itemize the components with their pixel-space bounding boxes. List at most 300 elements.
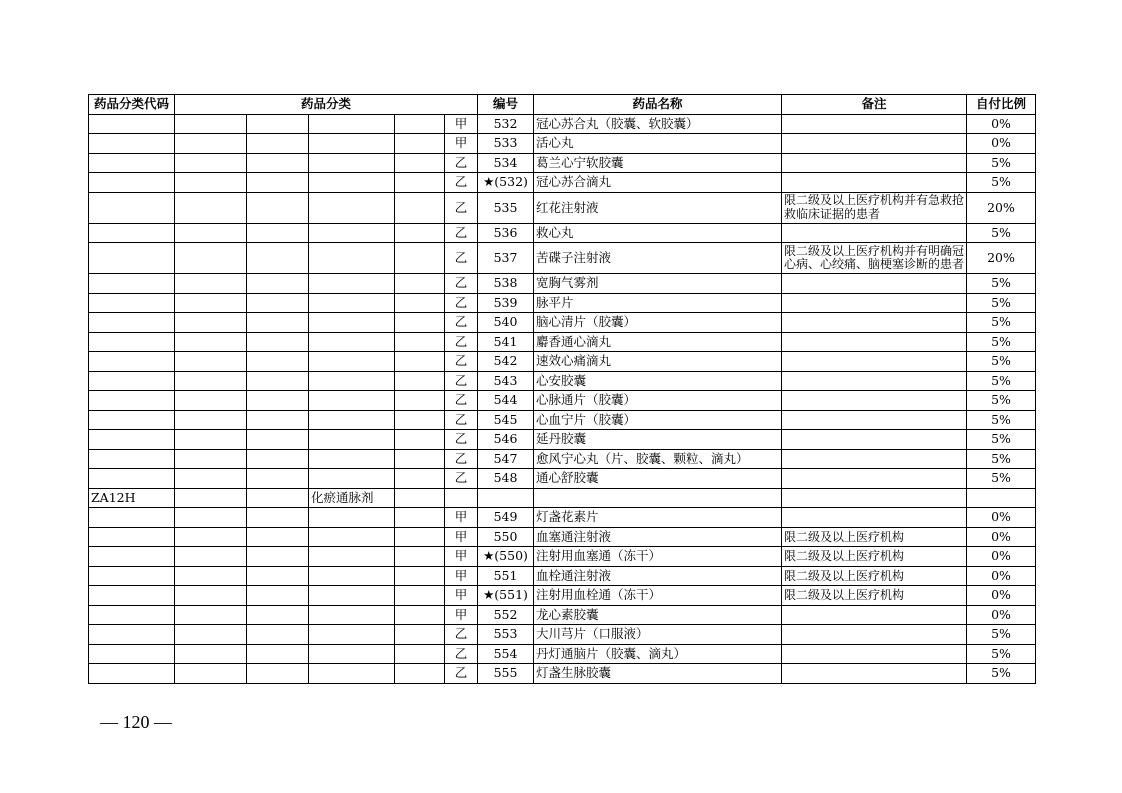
cell-note (782, 134, 967, 154)
cell-category-level3: 化瘀通脉剂 (309, 488, 395, 508)
cell-category-level2 (247, 586, 309, 606)
cell-code (89, 625, 175, 645)
cell-category-level1 (175, 332, 247, 352)
cell-grade: 乙 (445, 192, 478, 223)
cell-drug-name (534, 488, 782, 508)
table-row (89, 547, 1036, 567)
cell-code (89, 644, 175, 664)
cell-category-level1 (175, 664, 247, 684)
cell-code (89, 173, 175, 193)
cell-category-level1 (175, 469, 247, 489)
page-number: — 120 — (100, 712, 172, 732)
cell-code (89, 391, 175, 411)
table-row (89, 223, 1036, 243)
cell-note: 限二级及以上医疗机构 (782, 547, 967, 567)
cell-category-level4 (395, 605, 445, 625)
cell-number: 536 (478, 223, 534, 243)
cell-category-level4 (395, 313, 445, 333)
cell-ratio: 5% (967, 410, 1036, 430)
table-row (89, 664, 1036, 684)
cell-category-level2 (247, 488, 309, 508)
drug-table (88, 94, 1036, 684)
cell-note (782, 391, 967, 411)
cell-ratio: 0% (967, 527, 1036, 547)
cell-category-level3 (309, 469, 395, 489)
cell-grade: 乙 (445, 371, 478, 391)
cell-category-level4 (395, 352, 445, 372)
cell-number: 543 (478, 371, 534, 391)
cell-category-level1 (175, 430, 247, 450)
cell-category-level3 (309, 566, 395, 586)
cell-ratio: 0% (967, 508, 1036, 528)
cell-note: 限二级及以上医疗机构 (782, 586, 967, 606)
cell-number: 546 (478, 430, 534, 450)
cell-drug-name: 脉平片 (534, 293, 782, 313)
cell-drug-name: 葛兰心宁软胶囊 (534, 153, 782, 173)
cell-grade: 乙 (445, 352, 478, 372)
cell-category-level2 (247, 430, 309, 450)
cell-category-level2 (247, 173, 309, 193)
cell-category-level2 (247, 664, 309, 684)
table-row (89, 469, 1036, 489)
cell-category-level1 (175, 114, 247, 134)
table-row (89, 313, 1036, 333)
cell-category-level1 (175, 293, 247, 313)
cell-category-level3 (309, 430, 395, 450)
cell-ratio: 5% (967, 313, 1036, 333)
cell-drug-name: 灯盏生脉胶囊 (534, 664, 782, 684)
cell-grade: 乙 (445, 644, 478, 664)
cell-category-level4 (395, 293, 445, 313)
header-name: 药品名称 (534, 95, 782, 115)
cell-category-level3 (309, 410, 395, 430)
cell-note (782, 664, 967, 684)
cell-category-level1 (175, 508, 247, 528)
cell-note (782, 644, 967, 664)
cell-category-level3 (309, 352, 395, 372)
cell-code (89, 114, 175, 134)
cell-note: 限二级及以上医疗机构 (782, 527, 967, 547)
cell-category-level3 (309, 114, 395, 134)
cell-grade: 甲 (445, 605, 478, 625)
table-row (89, 527, 1036, 547)
cell-number: 537 (478, 243, 534, 274)
cell-ratio: 0% (967, 547, 1036, 567)
table-row (89, 173, 1036, 193)
table-row (89, 391, 1036, 411)
cell-category-level4 (395, 134, 445, 154)
cell-number: 533 (478, 134, 534, 154)
cell-note (782, 605, 967, 625)
cell-category-level4 (395, 586, 445, 606)
cell-code (89, 449, 175, 469)
cell-grade: 乙 (445, 223, 478, 243)
cell-category-level3 (309, 586, 395, 606)
cell-category-level2 (247, 313, 309, 333)
cell-category-level2 (247, 527, 309, 547)
cell-category-level3 (309, 313, 395, 333)
cell-ratio: 0% (967, 114, 1036, 134)
cell-drug-name: 救心丸 (534, 223, 782, 243)
cell-category-level1 (175, 243, 247, 274)
cell-code (89, 508, 175, 528)
cell-category-level3 (309, 134, 395, 154)
cell-category-level1 (175, 352, 247, 372)
cell-ratio: 0% (967, 566, 1036, 586)
table-row (89, 566, 1036, 586)
cell-category-level4 (395, 488, 445, 508)
cell-category-level4 (395, 391, 445, 411)
cell-code (89, 352, 175, 372)
cell-ratio: 5% (967, 352, 1036, 372)
cell-code (89, 192, 175, 223)
cell-ratio: 5% (967, 469, 1036, 489)
cell-category-level2 (247, 371, 309, 391)
cell-category-level2 (247, 223, 309, 243)
cell-category-level1 (175, 134, 247, 154)
cell-category-level3 (309, 508, 395, 528)
table-row (89, 605, 1036, 625)
cell-note (782, 274, 967, 294)
cell-code (89, 243, 175, 274)
cell-category-level3 (309, 243, 395, 274)
cell-number: 535 (478, 192, 534, 223)
cell-category-level2 (247, 566, 309, 586)
cell-number: 534 (478, 153, 534, 173)
cell-number: 541 (478, 332, 534, 352)
cell-ratio: 0% (967, 586, 1036, 606)
cell-code (89, 547, 175, 567)
cell-number: 544 (478, 391, 534, 411)
cell-note (782, 410, 967, 430)
cell-drug-name: 心脉通片（胶囊） (534, 391, 782, 411)
cell-grade: 乙 (445, 449, 478, 469)
cell-drug-name: 血栓通注射液 (534, 566, 782, 586)
cell-code (89, 274, 175, 294)
cell-ratio: 5% (967, 293, 1036, 313)
cell-code (89, 430, 175, 450)
cell-grade: 甲 (445, 508, 478, 528)
cell-category-level2 (247, 192, 309, 223)
cell-drug-name: 通心舒胶囊 (534, 469, 782, 489)
header-number: 编号 (478, 95, 534, 115)
cell-drug-name: 心血宁片（胶囊） (534, 410, 782, 430)
cell-code (89, 153, 175, 173)
cell-note (782, 114, 967, 134)
cell-category-level3 (309, 371, 395, 391)
cell-note (782, 313, 967, 333)
cell-category-level2 (247, 644, 309, 664)
cell-grade: 乙 (445, 664, 478, 684)
table-row (89, 114, 1036, 134)
table-row (89, 430, 1036, 450)
cell-ratio: 5% (967, 274, 1036, 294)
cell-drug-name: 红花注射液 (534, 192, 782, 223)
table-row (89, 243, 1036, 274)
cell-category-level4 (395, 223, 445, 243)
cell-drug-name: 速效心痛滴丸 (534, 352, 782, 372)
cell-note (782, 173, 967, 193)
cell-category-level1 (175, 586, 247, 606)
cell-grade: 乙 (445, 274, 478, 294)
cell-category-level1 (175, 566, 247, 586)
cell-note (782, 469, 967, 489)
cell-grade: 乙 (445, 430, 478, 450)
table-row (89, 586, 1036, 606)
cell-grade: 乙 (445, 153, 478, 173)
table-row (89, 153, 1036, 173)
cell-category-level3 (309, 173, 395, 193)
cell-number: 555 (478, 664, 534, 684)
cell-category-level1 (175, 192, 247, 223)
cell-code (89, 566, 175, 586)
cell-note (782, 352, 967, 372)
cell-number: 538 (478, 274, 534, 294)
cell-category-level3 (309, 153, 395, 173)
cell-number (478, 488, 534, 508)
cell-drug-name: 冠心苏合丸（胶囊、软胶囊） (534, 114, 782, 134)
table-header-row (89, 95, 1036, 115)
cell-grade (445, 488, 478, 508)
cell-drug-name: 宽胸气雾剂 (534, 274, 782, 294)
cell-code (89, 586, 175, 606)
cell-category-level1 (175, 371, 247, 391)
cell-category-level2 (247, 153, 309, 173)
cell-grade: 乙 (445, 469, 478, 489)
cell-ratio: 5% (967, 223, 1036, 243)
header-code: 药品分类代码 (89, 95, 175, 115)
cell-grade: 甲 (445, 566, 478, 586)
cell-grade: 甲 (445, 527, 478, 547)
cell-category-level3 (309, 625, 395, 645)
cell-category-level2 (247, 605, 309, 625)
cell-category-level4 (395, 644, 445, 664)
cell-category-level1 (175, 449, 247, 469)
cell-number: 553 (478, 625, 534, 645)
cell-category-level2 (247, 293, 309, 313)
table-row (89, 449, 1036, 469)
cell-category-level1 (175, 153, 247, 173)
cell-category-level3 (309, 449, 395, 469)
cell-code (89, 223, 175, 243)
cell-category-level3 (309, 332, 395, 352)
table-row (89, 508, 1036, 528)
cell-number: ★(532) (478, 173, 534, 193)
table-row (89, 625, 1036, 645)
cell-category-level1 (175, 274, 247, 294)
cell-category-level1 (175, 527, 247, 547)
cell-ratio: 5% (967, 153, 1036, 173)
cell-category-level4 (395, 430, 445, 450)
cell-number: 552 (478, 605, 534, 625)
cell-grade: 乙 (445, 332, 478, 352)
cell-code (89, 410, 175, 430)
cell-note (782, 153, 967, 173)
cell-note (782, 371, 967, 391)
cell-category-level3 (309, 547, 395, 567)
cell-ratio (967, 488, 1036, 508)
header-note: 备注 (782, 95, 967, 115)
cell-number: 554 (478, 644, 534, 664)
table-row (89, 488, 1036, 508)
cell-category-level3 (309, 223, 395, 243)
cell-category-level2 (247, 449, 309, 469)
cell-category-level3 (309, 605, 395, 625)
cell-drug-name: 丹灯通脑片（胶囊、滴丸） (534, 644, 782, 664)
cell-note (782, 223, 967, 243)
cell-drug-name: 注射用血栓通（冻干） (534, 586, 782, 606)
cell-grade: 甲 (445, 134, 478, 154)
cell-ratio: 0% (967, 134, 1036, 154)
cell-ratio: 5% (967, 644, 1036, 664)
cell-number: 532 (478, 114, 534, 134)
cell-ratio: 5% (967, 332, 1036, 352)
cell-drug-name: 愈风宁心丸（片、胶囊、颗粒、滴丸） (534, 449, 782, 469)
cell-category-level1 (175, 173, 247, 193)
cell-category-level4 (395, 469, 445, 489)
cell-note: 限二级及以上医疗机构并有明确冠心病、心绞痛、脑梗塞诊断的患者 (782, 243, 967, 274)
cell-grade: 乙 (445, 625, 478, 645)
cell-code (89, 605, 175, 625)
cell-drug-name: 苦碟子注射液 (534, 243, 782, 274)
cell-ratio: 5% (967, 449, 1036, 469)
cell-code (89, 469, 175, 489)
cell-category-level2 (247, 410, 309, 430)
cell-category-level3 (309, 644, 395, 664)
cell-category-level1 (175, 488, 247, 508)
cell-category-level3 (309, 192, 395, 223)
cell-drug-name: 活心丸 (534, 134, 782, 154)
cell-drug-name: 心安胶囊 (534, 371, 782, 391)
cell-category-level2 (247, 332, 309, 352)
cell-category-level3 (309, 664, 395, 684)
cell-number: 540 (478, 313, 534, 333)
cell-drug-name: 龙心素胶囊 (534, 605, 782, 625)
cell-note (782, 488, 967, 508)
cell-ratio: 0% (967, 605, 1036, 625)
cell-grade: 乙 (445, 293, 478, 313)
cell-code: ZA12H (89, 488, 175, 508)
cell-category-level2 (247, 274, 309, 294)
table-row (89, 274, 1036, 294)
cell-category-level4 (395, 243, 445, 274)
cell-category-level4 (395, 274, 445, 294)
table-row (89, 134, 1036, 154)
cell-note (782, 293, 967, 313)
cell-grade: 甲 (445, 586, 478, 606)
cell-category-level1 (175, 644, 247, 664)
cell-drug-name: 脑心清片（胶囊） (534, 313, 782, 333)
cell-code (89, 371, 175, 391)
cell-note (782, 508, 967, 528)
cell-category-level4 (395, 625, 445, 645)
cell-number: ★(550) (478, 547, 534, 567)
cell-note (782, 430, 967, 450)
cell-category-level4 (395, 547, 445, 567)
cell-category-level1 (175, 410, 247, 430)
table-row (89, 352, 1036, 372)
cell-number: 551 (478, 566, 534, 586)
cell-category-level4 (395, 332, 445, 352)
cell-drug-name: 麝香通心滴丸 (534, 332, 782, 352)
cell-grade: 甲 (445, 114, 478, 134)
cell-category-level4 (395, 566, 445, 586)
cell-note (782, 449, 967, 469)
cell-category-level3 (309, 527, 395, 547)
cell-category-level2 (247, 625, 309, 645)
cell-category-level2 (247, 391, 309, 411)
cell-ratio: 5% (967, 173, 1036, 193)
cell-number: 547 (478, 449, 534, 469)
cell-category-level4 (395, 192, 445, 223)
cell-code (89, 664, 175, 684)
cell-category-level2 (247, 114, 309, 134)
cell-category-level1 (175, 547, 247, 567)
cell-category-level3 (309, 274, 395, 294)
cell-category-level4 (395, 371, 445, 391)
cell-number: 545 (478, 410, 534, 430)
cell-category-level1 (175, 313, 247, 333)
cell-category-level1 (175, 625, 247, 645)
cell-number: 549 (478, 508, 534, 528)
cell-note (782, 625, 967, 645)
cell-grade: 乙 (445, 173, 478, 193)
cell-drug-name: 延丹胶囊 (534, 430, 782, 450)
cell-code (89, 134, 175, 154)
table-row (89, 371, 1036, 391)
cell-ratio: 5% (967, 625, 1036, 645)
cell-number: 542 (478, 352, 534, 372)
cell-code (89, 313, 175, 333)
cell-category-level4 (395, 508, 445, 528)
cell-category-level2 (247, 243, 309, 274)
cell-number: 548 (478, 469, 534, 489)
cell-ratio: 20% (967, 192, 1036, 223)
table-row (89, 410, 1036, 430)
header-category: 药品分类 (175, 95, 478, 115)
cell-category-level4 (395, 527, 445, 547)
cell-category-level4 (395, 449, 445, 469)
cell-drug-name: 血塞通注射液 (534, 527, 782, 547)
cell-category-level4 (395, 664, 445, 684)
cell-category-level1 (175, 605, 247, 625)
table-row (89, 293, 1036, 313)
cell-grade: 乙 (445, 391, 478, 411)
cell-ratio: 5% (967, 391, 1036, 411)
cell-drug-name: 灯盏花素片 (534, 508, 782, 528)
cell-drug-name: 冠心苏合滴丸 (534, 173, 782, 193)
cell-note: 限二级及以上医疗机构并有急救抢救临床证据的患者 (782, 192, 967, 223)
cell-code (89, 527, 175, 547)
cell-note: 限二级及以上医疗机构 (782, 566, 967, 586)
cell-category-level4 (395, 410, 445, 430)
cell-category-level2 (247, 134, 309, 154)
table-row (89, 332, 1036, 352)
table-row (89, 192, 1036, 223)
cell-category-level1 (175, 391, 247, 411)
cell-code (89, 332, 175, 352)
table-body (89, 114, 1036, 683)
cell-grade: 乙 (445, 313, 478, 333)
cell-ratio: 20% (967, 243, 1036, 274)
table-row (89, 644, 1036, 664)
cell-number: 550 (478, 527, 534, 547)
cell-ratio: 5% (967, 664, 1036, 684)
cell-code (89, 293, 175, 313)
cell-category-level4 (395, 173, 445, 193)
cell-grade: 乙 (445, 410, 478, 430)
cell-category-level2 (247, 547, 309, 567)
